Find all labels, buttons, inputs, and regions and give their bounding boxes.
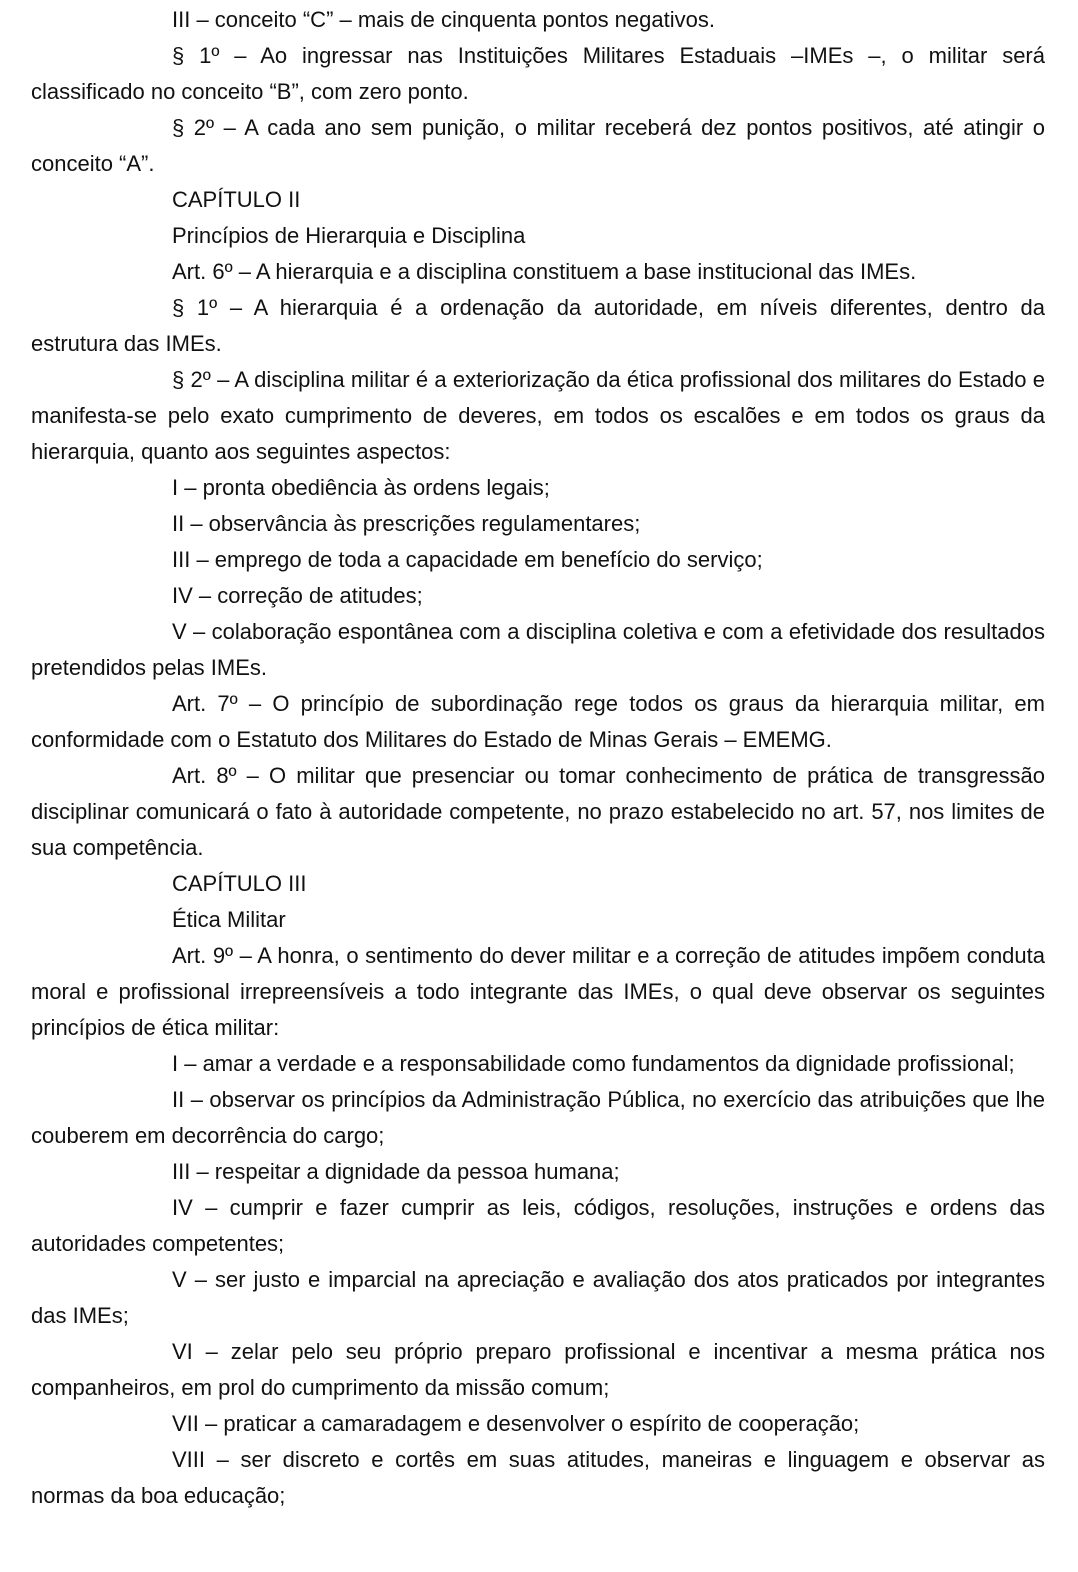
document-page: [31, 2, 1045, 1514]
list-item-art6-v: V – colaboração espontânea com a disciplina coletiva e com a efetividade dos resultados pretendidos pelas IMEs.: [31, 619, 1045, 680]
paragraph-art8: Art. 8º – O militar que presenciar ou tomar conhecimento de prática de transgressão disciplinar comunicará o fato à autoridade competente, no prazo estabelecido no art. 57, nos limites de sua competência.: [31, 763, 1045, 860]
paragraph-item-iii-conceito-c: III – conceito “C” – mais de cinquenta pontos negativos.: [172, 7, 715, 32]
paragraph-art5-par1: § 1º – Ao ingressar nas Instituições Militares Estaduais –IMEs –, o militar será classificado no conceito “B”, com zero ponto.: [31, 43, 1045, 104]
list-item-art6-ii: II – observância às prescrições regulamentares;: [172, 511, 641, 536]
list-item-art9-ii: II – observar os princípios da Administração Pública, no exercício das atribuições que lhe couberem em decorrência do cargo;: [31, 1087, 1045, 1148]
list-item-art6-iii: III – emprego de toda a capacidade em benefício do serviço;: [172, 547, 763, 572]
paragraph-art6-par2: § 2º – A disciplina militar é a exteriorização da ética profissional dos militares do Estado e manifesta-se pelo exato cumprimento de deveres, em todos os escalões e em todos os graus da hierarquia, quanto aos seguintes aspectos:: [31, 367, 1045, 464]
chapter-heading-ii: CAPÍTULO II: [172, 187, 301, 212]
paragraph-art5-par2: § 2º – A cada ano sem punição, o militar receberá dez pontos positivos, até atingir o conceito “A”.: [31, 115, 1045, 176]
list-item-art9-viii: VIII – ser discreto e cortês em suas atitudes, maneiras e linguagem e observar as normas da boa educação;: [31, 1447, 1045, 1508]
list-item-art6-i: I – pronta obediência às ordens legais;: [172, 475, 550, 500]
paragraph-art7: Art. 7º – O princípio de subordinação rege todos os graus da hierarquia militar, em conformidade com o Estatuto dos Militares do Estado de Minas Gerais – EMEMG.: [31, 691, 1045, 752]
list-item-art9-vii: VII – praticar a camaradagem e desenvolver o espírito de cooperação;: [172, 1411, 860, 1436]
list-item-art9-i: I – amar a verdade e a responsabilidade como fundamentos da dignidade profissional;: [172, 1051, 1015, 1076]
list-item-art9-iii: III – respeitar a dignidade da pessoa humana;: [172, 1159, 620, 1184]
chapter-title-ii: Princípios de Hierarquia e Disciplina: [172, 223, 526, 248]
list-item-art9-iv: IV – cumprir e fazer cumprir as leis, códigos, resoluções, instruções e ordens das autoridades competentes;: [31, 1195, 1045, 1256]
chapter-heading-iii: CAPÍTULO III: [172, 871, 307, 896]
list-item-art9-v: V – ser justo e imparcial na apreciação e avaliação dos atos praticados por integrantes das IMEs;: [31, 1267, 1045, 1328]
paragraph-art6-par1: § 1º – A hierarquia é a ordenação da autoridade, em níveis diferentes, dentro da estrutura das IMEs.: [31, 295, 1045, 356]
list-item-art6-iv: IV – correção de atitudes;: [172, 583, 423, 608]
paragraph-art9: Art. 9º – A honra, o sentimento do dever militar e a correção de atitudes impõem conduta moral e profissional irrepreensíveis a todo integrante das IMEs, o qual deve observar os seguintes princípios de ética militar:: [31, 943, 1045, 1040]
paragraph-art6: Art. 6º – A hierarquia e a disciplina constituem a base institucional das IMEs.: [172, 259, 917, 284]
chapter-title-iii: Ética Militar: [172, 907, 286, 932]
list-item-art9-vi: VI – zelar pelo seu próprio preparo profissional e incentivar a mesma prática nos companheiros, em prol do cumprimento da missão comum;: [31, 1339, 1045, 1400]
